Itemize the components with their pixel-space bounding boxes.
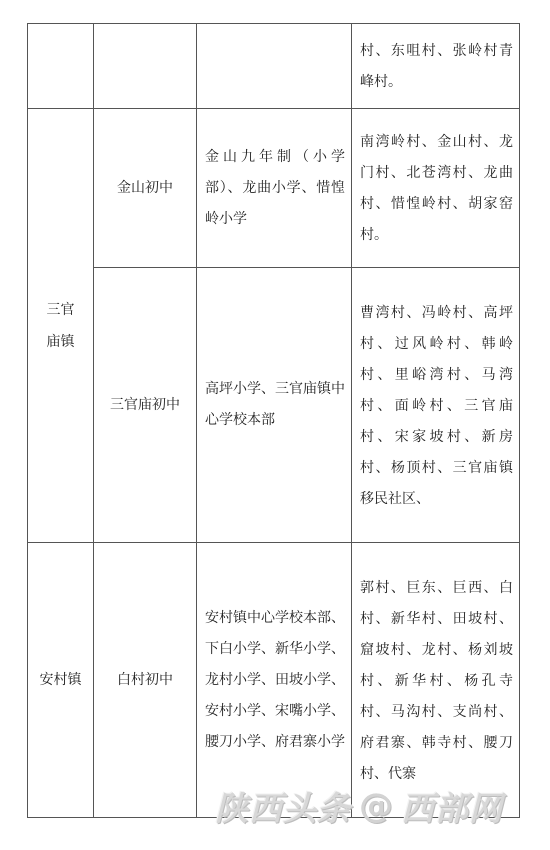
- primary-schools-cell: 高坪小学、三官庙镇中心学校本部: [197, 268, 352, 543]
- villages-cell: 南湾岭村、金山村、龙门村、北苍湾村、龙曲村、惜惶岭村、胡家窑村。: [352, 109, 520, 268]
- watermark-right-text: 西部网: [401, 788, 503, 828]
- middle-school-cell: 三官庙初中: [94, 268, 197, 543]
- middle-school-cell: 金山初中: [94, 109, 197, 268]
- primary-schools-cell: 金山九年制（小学部）、龙曲小学、惜惶岭小学: [197, 109, 352, 268]
- table-row: [28, 24, 520, 109]
- town-label: 三官庙镇: [46, 301, 75, 350]
- villages-cell: 郭村、巨东、巨西、白村、新华村、田坡村、窟坡村、龙村、杨刘坡村、新华村、杨孔寺村、马沟村、支尚村、府君寨、韩寺村、腰刀村、代寨: [352, 543, 520, 818]
- town-cell-merged: [28, 109, 94, 543]
- watermark: [215, 783, 535, 829]
- town-cell: [28, 24, 94, 109]
- middle-school-cell: [94, 24, 197, 109]
- watermark-at-symbol: @: [359, 786, 393, 826]
- middle-school-cell: 白村初中: [94, 543, 197, 818]
- school-district-table: [27, 23, 520, 818]
- villages-cell: 村、东咀村、张岭村青峰村。: [352, 24, 520, 109]
- town-cell: 安村镇: [28, 543, 94, 818]
- primary-schools-cell: 安村镇中心学校本部、下白小学、新华小学、龙村小学、田坡小学、安村小学、宋嘴小学、腰刀小学、府君寨小学: [197, 543, 352, 818]
- villages-cell: 曹湾村、冯岭村、高坪村、过风岭村、韩岭村、里峪湾村、马湾村、面岭村、三官庙村、宋家坡村、新房村、杨顶村、三官庙镇移民社区、: [352, 268, 520, 543]
- watermark-left-text: 陕西头条: [215, 788, 351, 828]
- table-row: [28, 109, 520, 268]
- table-row: [28, 543, 520, 818]
- table-row: [28, 268, 520, 543]
- primary-schools-cell: [197, 24, 352, 109]
